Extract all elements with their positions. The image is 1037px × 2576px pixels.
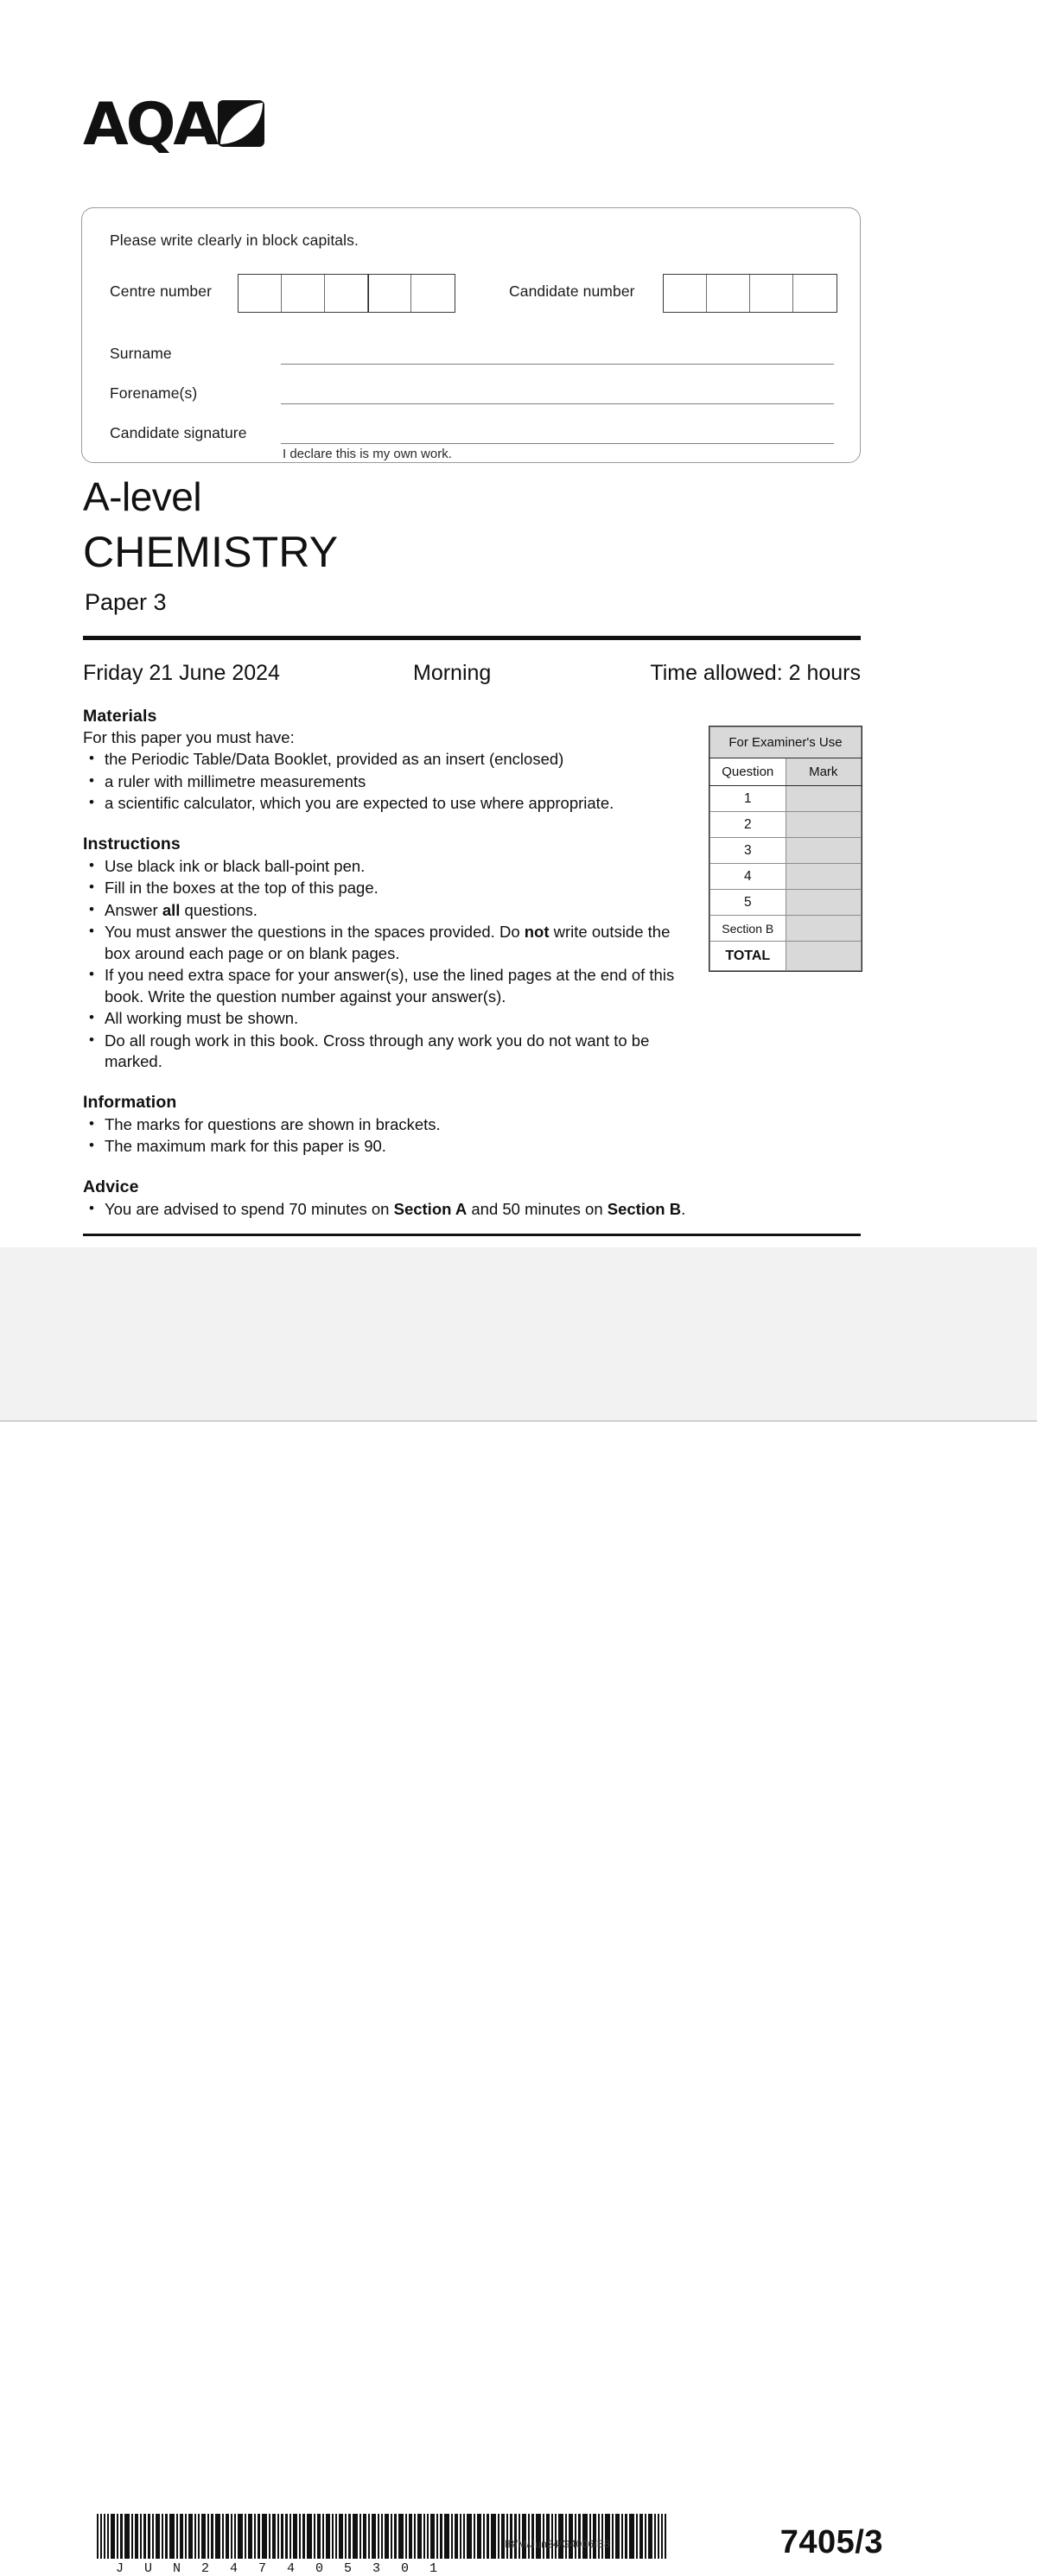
candidate-number-cell[interactable]	[707, 275, 750, 312]
examiner-col-mark: Mark	[786, 758, 862, 786]
advice-list	[83, 1199, 688, 1221]
mark-entry-cell[interactable]	[786, 916, 862, 942]
block-capitals-instruction: Please write clearly in block capitals.	[110, 232, 359, 249]
header-divider	[83, 636, 861, 640]
declaration-text: I declare this is my own work.	[283, 447, 452, 461]
total-label: TOTAL	[710, 942, 786, 971]
list-item: • You are advised to spend 70 minutes on Section A and 50 minutes on Section B.	[83, 1199, 688, 1221]
candidate-signature-label: Candidate signature	[110, 424, 247, 441]
table-row	[710, 786, 862, 812]
surname-write-line[interactable]	[281, 364, 834, 365]
paper-code: 7405/3	[779, 2524, 883, 2560]
candidate-number-label: Candidate number	[509, 282, 635, 300]
examiner-table-title: For Examiner's Use	[710, 727, 862, 758]
table-row-total	[710, 942, 862, 971]
examiner-table-body	[710, 727, 862, 971]
list-item: • The marks for questions are shown in brackets.	[83, 1114, 688, 1136]
centre-number-cell[interactable]	[282, 275, 325, 312]
forename-write-line[interactable]	[281, 403, 834, 404]
examiner-use-table	[709, 726, 862, 972]
aqa-leaf-mark-icon	[218, 100, 264, 151]
list-item: • All working must be shown.	[83, 1008, 688, 1030]
footer-divider	[83, 1234, 861, 1236]
paper-number: Paper 3	[85, 589, 167, 615]
table-row	[710, 812, 862, 838]
exam-date: Friday 21 June 2024	[83, 661, 280, 685]
candidate-details-box	[81, 207, 861, 463]
page-bottom-edge	[0, 1420, 1037, 1422]
question-label: 5	[710, 890, 786, 916]
surname-label: Surname	[110, 345, 172, 362]
mark-entry-cell[interactable]	[786, 812, 862, 838]
footer-band	[0, 1247, 1037, 2576]
centre-number-label: Centre number	[110, 282, 213, 300]
forename-label: Forename(s)	[110, 384, 198, 402]
list-item: • the Periodic Table/Data Booklet, provided as an insert (enclosed)	[83, 749, 688, 771]
mark-entry-cell[interactable]	[786, 890, 862, 916]
materials-heading: Materials	[83, 707, 157, 726]
barcode-bars-icon	[97, 2514, 668, 2559]
centre-number-cell[interactable]	[368, 275, 411, 312]
table-row	[710, 890, 862, 916]
list-item: • Answer all questions.	[83, 900, 688, 922]
list-item: • If you need extra space for your answer(s), use the lined pages at the end of this book. Write the question number against your answer(s).	[83, 965, 688, 1007]
instructions-heading: Instructions	[83, 834, 181, 853]
centre-number-cell[interactable]	[325, 275, 368, 312]
barcode-number: J U N 2 4 7 4 0 5 3 0 1	[116, 2561, 444, 2576]
instructions-list	[83, 856, 688, 1073]
time-allowed: Time allowed: 2 hours	[650, 661, 861, 685]
information-list	[83, 1114, 688, 1158]
list-item: • The maximum mark for this paper is 90.	[83, 1136, 688, 1158]
list-item: • Do all rough work in this book. Cross through any work you do not want to be marked.	[83, 1031, 688, 1073]
materials-lead: For this paper you must have:	[83, 728, 295, 746]
list-item: • Fill in the boxes at the top of this page.	[83, 878, 688, 899]
centre-number-input[interactable]	[238, 274, 455, 313]
mark-entry-cell[interactable]	[786, 864, 862, 890]
table-row	[710, 916, 862, 942]
aqa-wordmark: AQA	[83, 91, 217, 159]
candidate-number-cell[interactable]	[664, 275, 707, 312]
question-label: 1	[710, 786, 786, 812]
candidate-number-cell[interactable]	[793, 275, 837, 312]
examiner-col-question: Question	[710, 758, 786, 786]
exam-session: Morning	[413, 661, 492, 685]
question-label: Section B	[710, 916, 786, 942]
total-entry-cell[interactable]	[786, 942, 862, 971]
list-item: • a scientific calculator, which you are expected to use where appropriate.	[83, 793, 688, 815]
cover-instructions-column	[83, 707, 688, 1221]
table-row	[710, 864, 862, 890]
list-item: • a ruler with millimetre measurements	[83, 771, 688, 793]
list-item: • Use black ink or black ball-point pen.	[83, 856, 688, 878]
mark-entry-cell[interactable]	[786, 838, 862, 864]
materials-list	[83, 749, 688, 815]
subject-title: CHEMISTRY	[83, 528, 339, 576]
candidate-number-cell[interactable]	[750, 275, 793, 312]
document-code: IB/M/Jun24/G4006/E8	[505, 2538, 610, 2550]
candidate-number-input[interactable]	[663, 274, 837, 313]
aqa-logo	[83, 91, 264, 159]
advice-heading: Advice	[83, 1177, 139, 1196]
list-item: • You must answer the questions in the spaces provided. Do not write outside the box around each page or on blank pages.	[83, 922, 688, 964]
question-label: 3	[710, 838, 786, 864]
information-heading: Information	[83, 1092, 177, 1112]
signature-write-line[interactable]	[281, 443, 834, 444]
question-label: 2	[710, 812, 786, 838]
qualification-level: A-level	[83, 474, 202, 519]
centre-number-cell[interactable]	[239, 275, 282, 312]
question-label: 4	[710, 864, 786, 890]
centre-number-cell[interactable]	[411, 275, 455, 312]
table-row	[710, 838, 862, 864]
mark-entry-cell[interactable]	[786, 786, 862, 812]
